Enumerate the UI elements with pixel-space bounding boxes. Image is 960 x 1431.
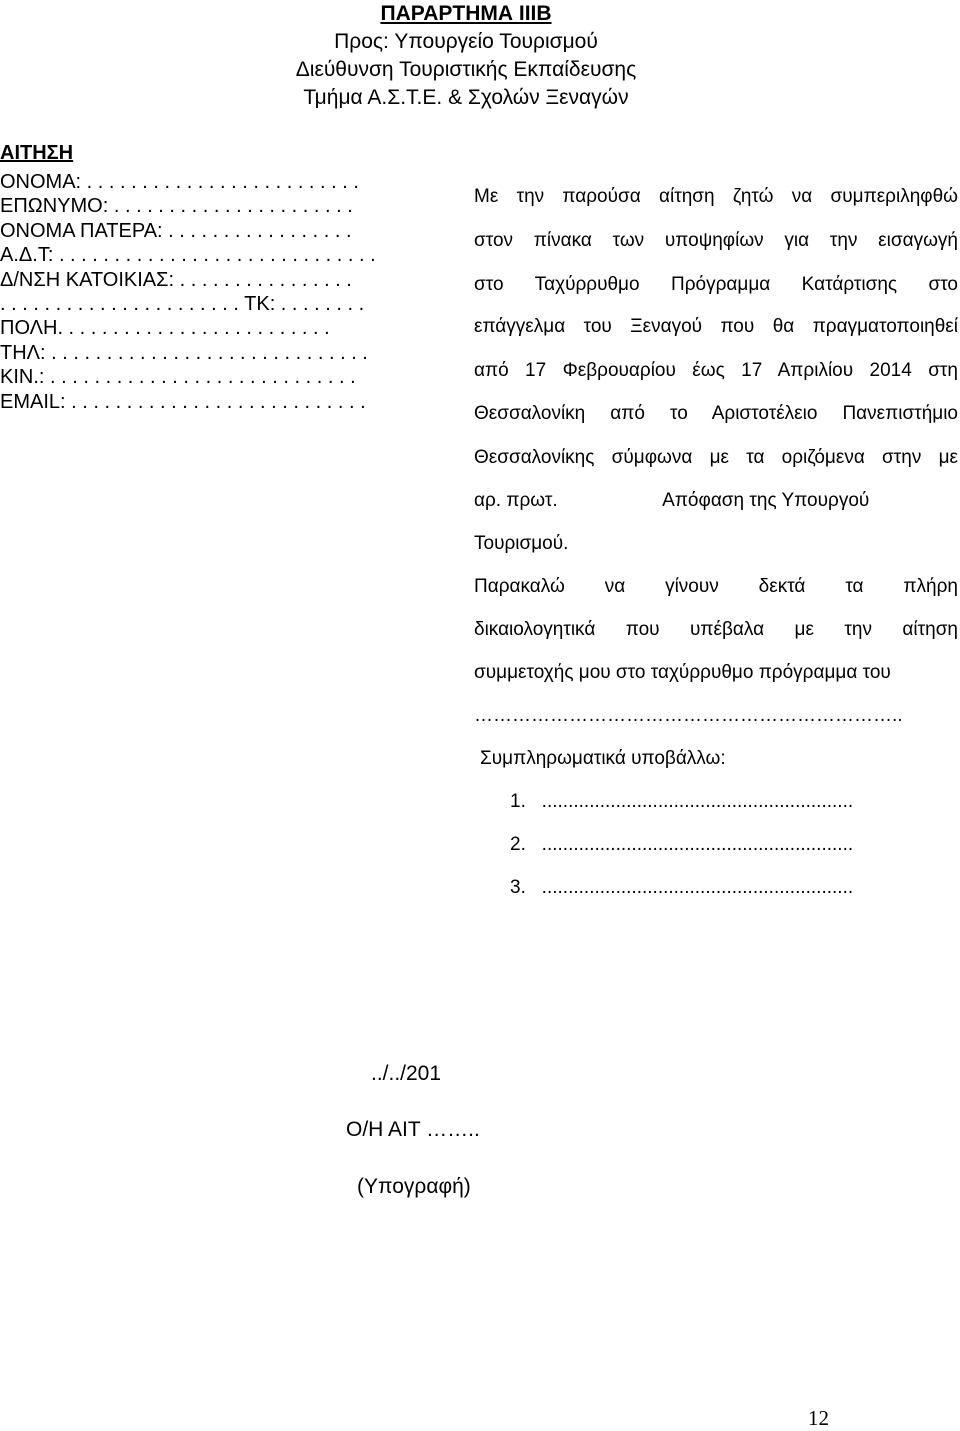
supplementary-item: 1. ........................................................... xyxy=(510,791,854,812)
recipient-ministry: Προς: Υπουργείο Τουρισμού xyxy=(334,30,598,53)
field-city: ΠΟΛΗ. . . . . . . . . . . . . . . . . . . . . . . . . xyxy=(0,317,330,340)
field-first-name: ΟΝΟΜΑ: . . . . . . . . . . . . . . . . . . . . . . . . . xyxy=(0,171,359,193)
recipient-department: Τμήμα Α.Σ.Τ.Ε. & Σχολών Ξεναγών xyxy=(303,86,629,109)
field-address: Δ/ΝΣΗ ΚΑΤΟΙΚΙΑΣ: . . . . . . . . . . . . . . . . xyxy=(0,268,352,291)
supplementary-title: Συμπληρωματικά υποβάλλω: xyxy=(480,748,726,769)
application-title: ΑΙΤΗΣΗ xyxy=(0,142,74,164)
field-phone: ΤΗΛ: . . . . . . . . . . . . . . . . . . . . . . . . . . . . . xyxy=(0,341,368,364)
request-line: από 17 Φεβρουαρίου έως 17 Απριλίου 2014 στη xyxy=(474,360,958,381)
request-line: στο Ταχύρρυθμο Πρόγραμμα Κατάρτισης στο xyxy=(474,274,958,295)
field-postal-code: . . . . . . . . . . . . . . . . . . . . . . ΤΚ: . . . . . . . . xyxy=(0,292,365,315)
program-blank-line: ………………………………………………………….. xyxy=(474,705,903,726)
request-line: δικαιολογητικά που υπέβαλα με την αίτηση xyxy=(474,619,958,640)
request-line: Με την παρούσα αίτηση ζητώ να συμπεριληφθώ xyxy=(474,186,958,207)
request-line: συμμετοχής μου στο ταχύρρυθμο πρόγραμμα του xyxy=(474,662,891,683)
field-email: EMAIL: . . . . . . . . . . . . . . . . . . . . . . . . . . . xyxy=(0,390,366,413)
field-id-card: Α.Δ.Τ: . . . . . . . . . . . . . . . . . . . . . . . . . . . . . xyxy=(0,244,376,267)
signature-label: (Υπογραφή) xyxy=(357,1175,471,1198)
supplementary-item: 3. ........................................................... xyxy=(510,877,854,898)
annex-title: ΠΑΡΑΡΤΗΜΑ ΙΙΙΒ xyxy=(380,2,552,25)
request-line: αρ. πρωτ. Απόφαση της Υπουργού xyxy=(474,490,870,511)
field-father-name: ΟΝΟΜΑ ΠΑΤΕΡΑ: . . . . . . . . . . . . . . . . . xyxy=(0,219,352,242)
field-surname: ΕΠΩΝΥΜΟ: . . . . . . . . . . . . . . . . . . . . . . xyxy=(0,195,353,218)
applicant-fields xyxy=(0,170,376,414)
request-line: Θεσσαλονίκης σύμφωνα με τα οριζόμενα στην με xyxy=(474,447,958,468)
request-line: Τουρισμού. xyxy=(474,533,569,554)
request-line: Θεσσαλονίκη από το Αριστοτέλειο Πανεπιστήμιο xyxy=(474,403,958,424)
request-line: στον πίνακα των υποψηφίων για την εισαγωγή xyxy=(474,230,958,251)
supplementary-item: 2. ........................................................... xyxy=(510,834,854,855)
applicant-label: Ο/Η ΑΙΤ …….. xyxy=(346,1118,480,1141)
page-number: 12 xyxy=(808,1406,829,1430)
request-line: Παρακαλώ να γίνουν δεκτά τα πλήρη xyxy=(474,576,958,597)
recipient-directorate: Διεύθυνση Τουριστικής Εκπαίδευσης xyxy=(295,58,637,81)
request-line: επάγγελμα του Ξεναγού που θα πραγματοποιηθεί xyxy=(474,316,958,337)
field-mobile: ΚΙΝ.: . . . . . . . . . . . . . . . . . . . . . . . . . . . . xyxy=(0,366,356,389)
date-field: ../../201 xyxy=(371,1062,442,1085)
